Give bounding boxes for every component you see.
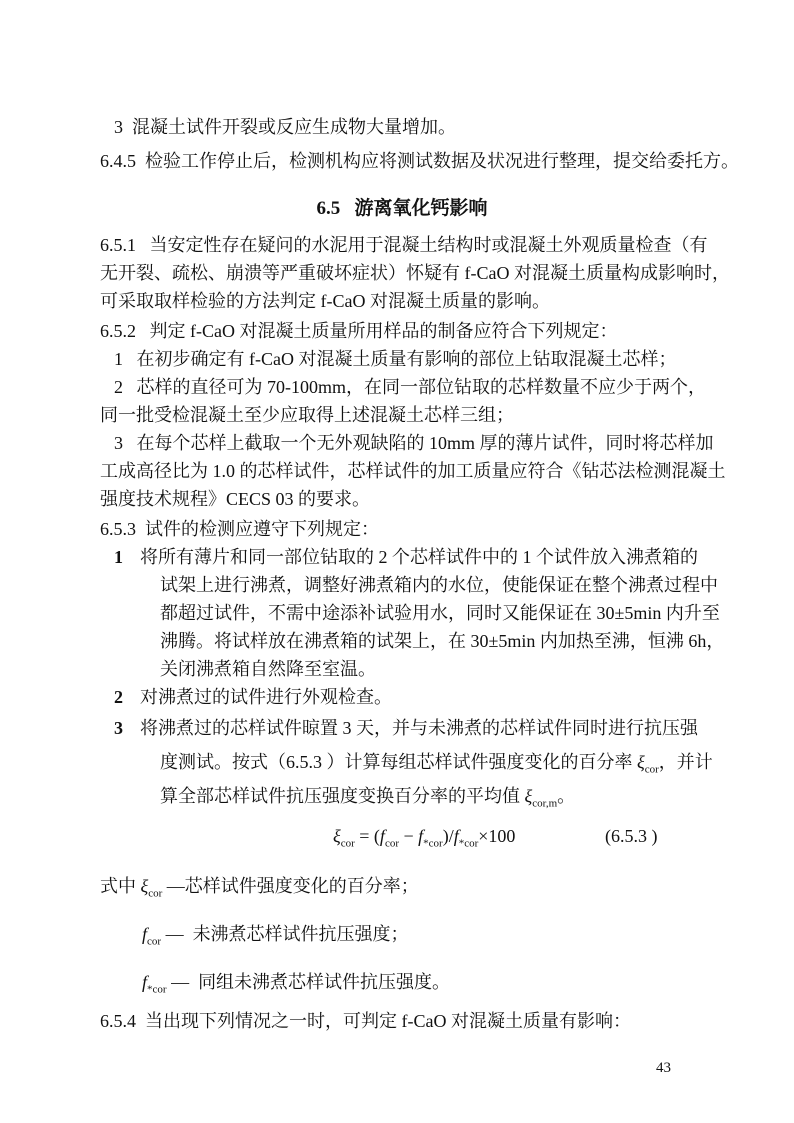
equation-653-row [100, 819, 704, 853]
item-number: 2 [114, 687, 123, 707]
minus-sign: − [398, 826, 419, 846]
f-subscript: cor [147, 935, 162, 948]
times-100: ×100 [478, 826, 516, 846]
clause-651-line3: 可采取取样检验的方法判定 f-CaO 对混凝土质量的影响。 [100, 291, 550, 311]
xi-subscript: cor [644, 763, 659, 776]
f-subscript: cor [384, 837, 399, 850]
definition-text: — 同组未沸煮芯样试件抗压强度。 [166, 972, 451, 992]
item-text: 将沸煮过的芯样试件晾置 3 天，并与未沸煮的芯样试件同时进行抗压强 [140, 718, 698, 738]
fstar-subscript: *cor [458, 837, 479, 850]
item-text: 。 [557, 786, 576, 806]
clause-652-item1: 1 在初步确定有 f-CaO 对混凝土质量有影响的部位上钻取混凝土芯样； [114, 349, 677, 369]
f-symbol: f [453, 826, 459, 846]
definition-xi [100, 869, 704, 903]
equation-number: (6.5.3 ) [605, 826, 658, 846]
f-symbol: f [142, 924, 148, 944]
clause-653-item3-line1 [100, 711, 704, 745]
clause-651-line1: 6.5.1 当安定性存在疑问的水泥用于混凝土结构时或混凝土外观质量检查（有 [100, 235, 708, 255]
item-text: 将所有薄片和同一部位钻取的 2 个芯样试件中的 1 个试件放入沸煮箱的 [140, 547, 698, 567]
clause-653-item1-line4: 沸腾。将试样放在沸煮箱的试架上，在 30±5min 内加热至沸，恒沸 6h， [160, 631, 725, 651]
clause-652-item2-line2: 同一批受检混凝土至少应取得上述混凝土芯样三组； [100, 405, 514, 425]
equals-open: = ( [354, 826, 380, 846]
section-heading-65: 6.5 游离氧化钙影响 [316, 198, 488, 219]
clause-651-line2: 无开裂、疏松、崩溃等严重破坏症状）怀疑有 f-CaO 对混凝土质量构成影响时， [100, 263, 730, 283]
clause-653-item1-line1 [100, 543, 704, 571]
f-symbol: f [379, 826, 385, 846]
f-symbol: f [418, 826, 424, 846]
page-number: 43 [656, 1060, 671, 1076]
clause-645: 6.4.5 检验工作停止后，检测机构应将测试数据及状况进行整理，提交给委托方。 [100, 151, 739, 171]
item-text: 算全部芯样试件抗压强度变换百分率的平均值 [160, 786, 525, 806]
definition-text: — 未沸煮芯样试件抗压强度； [161, 924, 409, 944]
xi-symbol: ξ [140, 876, 149, 896]
clause-654: 6.5.4 当出现下列情况之一时，可判定 f-CaO 对混凝土质量有影响： [100, 1011, 631, 1031]
item-number: 1 [114, 547, 123, 567]
clause-652-item3-line3: 强度技术规程》CECS 03 的要求。 [100, 489, 371, 509]
equation-653 [333, 819, 515, 853]
clause-652-item2-line1: 2 芯样的直径可为 70-100mm，在同一部位钻取的芯样数量不应少于两个， [114, 377, 706, 397]
fstar-subscript: *cor [423, 837, 443, 850]
clause-652: 6.5.2 判定 f-CaO 对混凝土质量所用样品的制备应符合下列规定： [100, 321, 618, 341]
xi-subscript: cor,m [532, 797, 558, 810]
xi-symbol: ξ [637, 752, 645, 772]
definition-text: —芯样试件强度变化的百分率； [162, 876, 419, 896]
clause-653: 6.5.3 试件的检测应遵守下列规定： [100, 519, 379, 539]
definition-fstarcor [100, 965, 704, 999]
clause-653-item1-line2: 试架上进行沸煮，调整好沸煮箱内的水位，使能保证在整个沸煮过程中 [160, 575, 718, 595]
item-text: ，并计 [658, 752, 713, 772]
item-text: 对沸煮过的试件进行外观检查。 [140, 687, 392, 707]
clause-653-item3-line2 [100, 745, 713, 779]
item-number: 3 [114, 718, 123, 738]
definition-lead: 式中 [100, 876, 141, 896]
xi-subscript: cor [340, 837, 355, 850]
fstar-subscript: *cor [147, 983, 167, 996]
f-symbol: f [142, 972, 148, 992]
clause-652-item3-line2: 工成高径比为 1.0 的芯样试件，芯样试件的加工质量应符合《钻芯法检测混凝土 [100, 461, 726, 481]
clause-644-item3: 3 混凝土试件开裂或反应生成物大量增加。 [114, 117, 456, 137]
clause-653-item1-line3: 都超过试件，不需中途添补试验用水，同时又能保证在 30±5min 内升至 [160, 603, 720, 623]
item-text: 度测试。按式（6.5.3 ）计算每组芯样试件强度变化的百分率 [160, 752, 637, 772]
clause-652-item3-line1: 3 在每个芯样上截取一个无外观缺陷的 10mm 厚的薄片试件，同时将芯样加 [114, 433, 714, 453]
xi-subscript: cor [148, 887, 163, 900]
clause-653-item1-line5: 关闭沸煮箱自然降至室温。 [160, 659, 376, 679]
clause-653-item2 [100, 683, 704, 711]
xi-symbol: ξ [524, 786, 533, 806]
clause-653-item3-line3 [100, 779, 704, 813]
xi-symbol: ξ [333, 826, 341, 846]
definition-fcor [100, 917, 704, 951]
divide-sign: )/ [442, 826, 454, 846]
